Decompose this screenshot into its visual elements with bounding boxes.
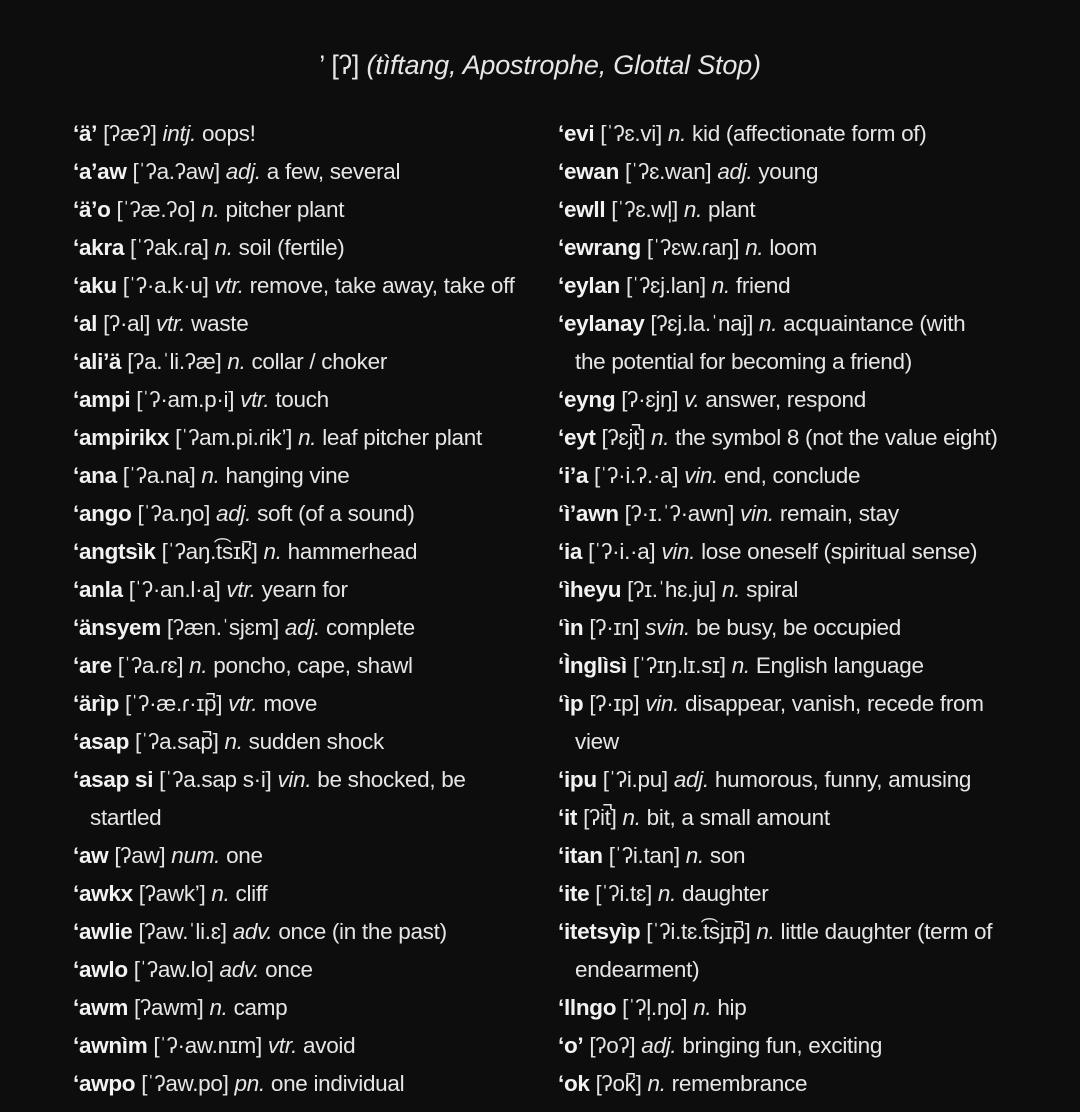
- entry-part-of-speech: adj.: [673, 767, 709, 792]
- entry-pronunciation: [ˈʔi.tan]: [608, 843, 680, 868]
- entry-headword: ‘itetsyìp: [558, 919, 641, 944]
- entry-definition: be shocked, be: [317, 767, 466, 792]
- entry-definition: soil (fertile): [238, 235, 345, 260]
- entry-part-of-speech: vtr.: [267, 1033, 298, 1058]
- entry-headword: ‘ìn: [558, 615, 584, 640]
- entry-definition: acquaintance (with: [783, 311, 966, 336]
- entry-definition: a few, several: [266, 159, 401, 184]
- entry-definition: one individual: [270, 1071, 405, 1096]
- dictionary-entry: [73, 495, 543, 533]
- entry-definition: spiral: [746, 577, 799, 602]
- entry-headword: ‘ia: [558, 539, 583, 564]
- entry-pronunciation: [ˈʔ·aw.nɪm]: [153, 1033, 262, 1058]
- entry-part-of-speech: n.: [693, 995, 712, 1020]
- dictionary-entry: [73, 267, 543, 305]
- entry-definition: the symbol 8 (not the value eight): [675, 425, 998, 450]
- entry-definition: avoid: [303, 1033, 356, 1058]
- entry-headword: ‘anla: [73, 577, 123, 602]
- entry-definition: lose oneself (spiritual sense): [701, 539, 978, 564]
- entry-definition: friend: [735, 273, 791, 298]
- entry-pronunciation: [ˈʔak.ɾa]: [130, 235, 209, 260]
- entry-part-of-speech: n.: [683, 197, 703, 222]
- dictionary-entry: [73, 153, 543, 191]
- entry-pronunciation: [ˈʔ·am.p·i]: [136, 387, 235, 412]
- entry-part-of-speech: vtr.: [240, 387, 270, 412]
- dictionary-entry: [558, 1065, 1073, 1103]
- dictionary-entry: [558, 153, 1073, 191]
- dictionary-entry: [558, 457, 1073, 495]
- dictionary-entry: [73, 1065, 543, 1103]
- dictionary-entry: [558, 305, 1073, 381]
- entry-part-of-speech: n.: [622, 805, 641, 830]
- entry-pronunciation: [ʔɛjt̚]: [601, 425, 646, 450]
- entry-definition: cliff: [235, 881, 268, 906]
- entry-part-of-speech: n.: [211, 881, 230, 906]
- entry-headword: ‘eyng: [558, 387, 616, 412]
- dictionary-entry: [73, 761, 543, 837]
- entry-part-of-speech: n.: [263, 539, 282, 564]
- entry-definition: plant: [707, 197, 756, 222]
- entry-headword: ‘ìp: [558, 691, 584, 716]
- entry-headword: ‘ali’ä: [73, 349, 122, 374]
- section-letter: ’: [319, 50, 325, 80]
- right-column: [558, 115, 1073, 1103]
- entry-definition-continued: startled: [90, 805, 162, 830]
- entry-definition: young: [758, 159, 819, 184]
- entry-headword: ‘ì’awn: [558, 501, 619, 526]
- entry-definition: one: [226, 843, 263, 868]
- entry-pronunciation: [ʔæn.ˈsjɛm]: [166, 615, 279, 640]
- entry-part-of-speech: n.: [227, 349, 246, 374]
- entry-pronunciation: [ʔoʔ]: [589, 1033, 636, 1058]
- entry-part-of-speech: adv.: [232, 919, 273, 944]
- entry-part-of-speech: pn.: [234, 1071, 265, 1096]
- dictionary-entry: [73, 115, 543, 153]
- entry-part-of-speech: intj.: [162, 121, 197, 146]
- entry-pronunciation: [ʔ·ɪ.ˈʔ·awn]: [624, 501, 735, 526]
- entry-definition: once (in the past): [278, 919, 447, 944]
- entry-pronunciation: [ˈʔɛ.wl̩]: [611, 197, 678, 222]
- entry-pronunciation: [ʔ·ɛjŋ]: [621, 387, 679, 412]
- entry-definition: loom: [769, 235, 817, 260]
- entry-headword: ‘ewan: [558, 159, 620, 184]
- dictionary-entry: [73, 457, 543, 495]
- entry-headword: ‘i’a: [558, 463, 589, 488]
- entry-definition: leaf pitcher plant: [322, 425, 482, 450]
- dictionary-entry: [73, 343, 543, 381]
- entry-pronunciation: [ʔæʔ]: [103, 121, 157, 146]
- entry-pronunciation: [ˈʔa.ŋo]: [137, 501, 211, 526]
- entry-part-of-speech: n.: [711, 273, 730, 298]
- entry-pronunciation: [ˈʔa.sap̚]: [135, 729, 219, 754]
- entry-pronunciation: [ˈʔɛ.vi]: [600, 121, 662, 146]
- entry-part-of-speech: n.: [685, 843, 704, 868]
- entry-pronunciation: [ˈʔl̩.ŋo]: [622, 995, 688, 1020]
- entry-headword: ‘ìheyu: [558, 577, 622, 602]
- entry-headword: ‘ä’: [73, 121, 98, 146]
- entry-part-of-speech: vin.: [645, 691, 680, 716]
- entry-definition: bringing fun, exciting: [682, 1033, 883, 1058]
- entry-headword: ‘Ìnglìsì: [558, 653, 627, 678]
- dictionary-entry: [73, 1027, 543, 1065]
- entry-part-of-speech: n.: [759, 311, 778, 336]
- entry-part-of-speech: v.: [684, 387, 700, 412]
- entry-pronunciation: [ˈʔɪŋ.lɪ.sɪ]: [632, 653, 726, 678]
- entry-definition: little daughter (term of: [780, 919, 993, 944]
- entry-definition-continued: the potential for becoming a friend): [575, 349, 912, 374]
- entry-pronunciation: [ˈʔ·an.l·a]: [128, 577, 221, 602]
- entry-part-of-speech: n.: [298, 425, 317, 450]
- dictionary-entry: [558, 229, 1073, 267]
- dictionary-entry: [558, 267, 1073, 305]
- entry-part-of-speech: n.: [731, 653, 750, 678]
- left-column: [73, 115, 543, 1103]
- entry-headword: ‘awkx: [73, 881, 133, 906]
- entry-pronunciation: [ˈʔi.tɛ.t͡sjɪp̚]: [646, 919, 751, 944]
- entry-pronunciation: [ˈʔ·æ.ɾ·ɪp̚]: [124, 691, 223, 716]
- entry-part-of-speech: adj.: [284, 615, 320, 640]
- dictionary-entry: [558, 837, 1073, 875]
- entry-part-of-speech: vin.: [740, 501, 774, 526]
- entry-headword: ‘ä’o: [73, 197, 111, 222]
- dictionary-entry: [558, 761, 1073, 799]
- entry-part-of-speech: n.: [651, 425, 670, 450]
- entry-headword: ‘a’aw: [73, 159, 127, 184]
- entry-pronunciation: [ˈʔi.tɛ]: [595, 881, 652, 906]
- entry-headword: ‘o’: [558, 1033, 584, 1058]
- entry-headword: ‘ewll: [558, 197, 606, 222]
- entry-headword: ‘akra: [73, 235, 125, 260]
- section-title: [0, 50, 1080, 81]
- entry-part-of-speech: n.: [209, 995, 228, 1020]
- entry-definition: sudden shock: [248, 729, 384, 754]
- entry-headword: ‘asap si: [73, 767, 154, 792]
- dictionary-entry: [558, 571, 1073, 609]
- entry-part-of-speech: n.: [721, 577, 741, 602]
- entry-pronunciation: [ˈʔɛw.ɾaŋ]: [646, 235, 740, 260]
- dictionary-entry: [558, 913, 1073, 989]
- entry-pronunciation: [ˈʔa.sap s·i]: [159, 767, 272, 792]
- entry-part-of-speech: svin.: [645, 615, 690, 640]
- entry-definition: English language: [755, 653, 924, 678]
- dictionary-entry: [73, 191, 543, 229]
- entry-headword: ‘ipu: [558, 767, 597, 792]
- entry-pronunciation: [ˈʔa.ɾɛ]: [117, 653, 184, 678]
- entry-definition: remove, take away, take off: [249, 273, 515, 298]
- entry-part-of-speech: vtr.: [226, 577, 256, 602]
- entry-headword: ‘ok: [558, 1071, 590, 1096]
- entry-headword: ‘eylan: [558, 273, 620, 298]
- entry-definition: waste: [191, 311, 249, 336]
- section-ipa: [ʔ]: [331, 50, 360, 80]
- entry-pronunciation: [ʔawm]: [134, 995, 204, 1020]
- dictionary-entry: [73, 305, 543, 343]
- entry-definition: disappear, vanish, recede from: [685, 691, 984, 716]
- entry-part-of-speech: n.: [756, 919, 775, 944]
- entry-definition: bit, a small amount: [646, 805, 830, 830]
- entry-pronunciation: [ʔɛj.la.ˈnaj]: [650, 311, 754, 336]
- entry-definition: answer, respond: [705, 387, 866, 412]
- entry-part-of-speech: n.: [657, 881, 677, 906]
- entry-definition: collar / choker: [251, 349, 388, 374]
- dictionary-entry: [558, 799, 1073, 837]
- entry-definition: poncho, cape, shawl: [213, 653, 413, 678]
- entry-pronunciation: [ʔ·ɪp]: [589, 691, 640, 716]
- entry-pronunciation: [ʔaw.ˈli.ɛ]: [138, 919, 227, 944]
- entry-headword: ‘asap: [73, 729, 130, 754]
- entry-headword: ‘itan: [558, 843, 603, 868]
- entry-headword: ‘awnìm: [73, 1033, 148, 1058]
- entry-headword: ‘ana: [73, 463, 117, 488]
- dictionary-entry: [73, 685, 543, 723]
- dictionary-entry: [73, 571, 543, 609]
- entry-pronunciation: [ˈʔ·a.k·u]: [122, 273, 209, 298]
- entry-pronunciation: [ʔa.ˈli.ʔæ]: [127, 349, 222, 374]
- entry-headword: ‘ärìp: [73, 691, 120, 716]
- entry-pronunciation: [ˈʔ·i.ʔ.·a]: [594, 463, 679, 488]
- entry-definition: touch: [275, 387, 329, 412]
- entry-headword: ‘aku: [73, 273, 117, 298]
- entry-pronunciation: [ˈʔi.pu]: [602, 767, 668, 792]
- dictionary-entry: [73, 875, 543, 913]
- entry-headword: ‘ite: [558, 881, 590, 906]
- entry-part-of-speech: vtr.: [156, 311, 186, 336]
- section-names: (tìftang, Apostrophe, Glottal Stop): [366, 50, 761, 80]
- entry-headword: ‘awm: [73, 995, 129, 1020]
- entry-pronunciation: [ʔok̚]: [595, 1071, 642, 1096]
- entry-part-of-speech: n.: [201, 463, 220, 488]
- entry-definition: camp: [233, 995, 288, 1020]
- entry-definition: hammerhead: [287, 539, 418, 564]
- entry-pronunciation: [ˈʔam.pi.ɾik’]: [175, 425, 293, 450]
- dictionary-entry: [558, 1027, 1073, 1065]
- entry-part-of-speech: n.: [201, 197, 220, 222]
- entry-part-of-speech: adj.: [225, 159, 261, 184]
- entry-headword: ‘änsyem: [73, 615, 161, 640]
- entry-headword: ‘eyt: [558, 425, 596, 450]
- dictionary-entry: [73, 229, 543, 267]
- entry-pronunciation: [ˈʔa.na]: [122, 463, 196, 488]
- entry-part-of-speech: vin.: [661, 539, 696, 564]
- entry-definition-continued: endearment): [575, 957, 700, 982]
- entry-definition-continued: view: [575, 729, 619, 754]
- entry-part-of-speech: n.: [647, 1071, 666, 1096]
- entry-headword: ‘llngo: [558, 995, 617, 1020]
- entry-part-of-speech: adj.: [641, 1033, 677, 1058]
- entry-headword: ‘are: [73, 653, 112, 678]
- entry-pronunciation: [ˈʔ·i.·a]: [588, 539, 656, 564]
- dictionary-entry: [73, 419, 543, 457]
- entry-definition: end, conclude: [723, 463, 861, 488]
- entry-headword: ‘awlo: [73, 957, 128, 982]
- entry-headword: ‘ampi: [73, 387, 131, 412]
- entry-definition: be busy, be occupied: [695, 615, 901, 640]
- entry-definition: daughter: [682, 881, 769, 906]
- entry-part-of-speech: vtr.: [228, 691, 258, 716]
- entry-headword: ‘it: [558, 805, 578, 830]
- entry-definition: hip: [717, 995, 747, 1020]
- dictionary-entry: [558, 495, 1073, 533]
- entry-pronunciation: [ʔit̚]: [583, 805, 617, 830]
- entry-pronunciation: [ʔaw]: [114, 843, 166, 868]
- entry-headword: ‘awlie: [73, 919, 133, 944]
- dictionary-entry: [73, 913, 543, 951]
- entry-definition: move: [263, 691, 318, 716]
- dictionary-entry: [73, 647, 543, 685]
- entry-pronunciation: [ˈʔɛ.wan]: [624, 159, 712, 184]
- entry-headword: ‘evi: [558, 121, 595, 146]
- entry-definition: yearn for: [261, 577, 348, 602]
- dictionary-entry: [73, 609, 543, 647]
- entry-part-of-speech: vtr.: [214, 273, 244, 298]
- entry-pronunciation: [ʔawk’]: [138, 881, 206, 906]
- dictionary-entry: [558, 609, 1073, 647]
- entry-part-of-speech: n.: [745, 235, 764, 260]
- dictionary-entry: [73, 533, 543, 571]
- entry-part-of-speech: adj.: [717, 159, 753, 184]
- entry-pronunciation: [ˈʔa.ʔaw]: [132, 159, 220, 184]
- entry-pronunciation: [ˈʔæ.ʔo]: [116, 197, 196, 222]
- entry-headword: ‘aw: [73, 843, 109, 868]
- dictionary-entry: [558, 875, 1073, 913]
- entry-definition: oops!: [202, 121, 256, 146]
- entry-pronunciation: [ˈʔɛj.lan]: [625, 273, 706, 298]
- entry-definition: son: [709, 843, 746, 868]
- dictionary-entry: [558, 647, 1073, 685]
- dictionary-entry: [73, 837, 543, 875]
- dictionary-entry: [73, 989, 543, 1027]
- entry-definition: humorous, funny, amusing: [714, 767, 972, 792]
- entry-part-of-speech: vin.: [277, 767, 312, 792]
- entry-pronunciation: [ʔɪ.ˈhɛ.ju]: [627, 577, 716, 602]
- entry-pronunciation: [ˈʔaw.lo]: [133, 957, 214, 982]
- entry-definition: soft (of a sound): [257, 501, 415, 526]
- entry-definition: once: [265, 957, 313, 982]
- entry-part-of-speech: adv.: [219, 957, 260, 982]
- entry-definition: remain, stay: [779, 501, 899, 526]
- entry-definition: remembrance: [671, 1071, 808, 1096]
- dictionary-entry: [558, 989, 1073, 1027]
- entry-part-of-speech: n.: [214, 235, 233, 260]
- entry-definition: kid (affectionate form of): [692, 121, 927, 146]
- entry-pronunciation: [ˈʔaw.po]: [141, 1071, 229, 1096]
- entry-headword: ‘awpo: [73, 1071, 136, 1096]
- dictionary-entry: [558, 419, 1073, 457]
- entry-part-of-speech: vin.: [684, 463, 719, 488]
- entry-headword: ‘al: [73, 311, 98, 336]
- dictionary-entry: [558, 685, 1073, 761]
- entry-part-of-speech: num.: [171, 843, 221, 868]
- entry-pronunciation: [ʔ·al]: [103, 311, 151, 336]
- dictionary-entry: [73, 723, 543, 761]
- dictionary-entry: [558, 533, 1073, 571]
- dictionary-entry: [73, 381, 543, 419]
- entry-headword: ‘ampirikx: [73, 425, 170, 450]
- dictionary-entry: [558, 191, 1073, 229]
- entry-pronunciation: [ˈʔaŋ.t͡sɪk̚]: [161, 539, 258, 564]
- entry-part-of-speech: adj.: [216, 501, 252, 526]
- entry-definition: hanging vine: [225, 463, 350, 488]
- dictionary-entry: [558, 381, 1073, 419]
- entry-definition: pitcher plant: [225, 197, 345, 222]
- entry-headword: ‘angtsìk: [73, 539, 156, 564]
- entry-headword: ‘ewrang: [558, 235, 641, 260]
- entry-pronunciation: [ʔ·ɪn]: [589, 615, 640, 640]
- dictionary-entry: [558, 115, 1073, 153]
- entry-part-of-speech: n.: [667, 121, 687, 146]
- entry-headword: ‘eylanay: [558, 311, 645, 336]
- entry-part-of-speech: n.: [224, 729, 243, 754]
- dictionary-entry: [73, 951, 543, 989]
- entry-part-of-speech: n.: [189, 653, 208, 678]
- entry-headword: ‘ango: [73, 501, 132, 526]
- entry-definition: complete: [325, 615, 415, 640]
